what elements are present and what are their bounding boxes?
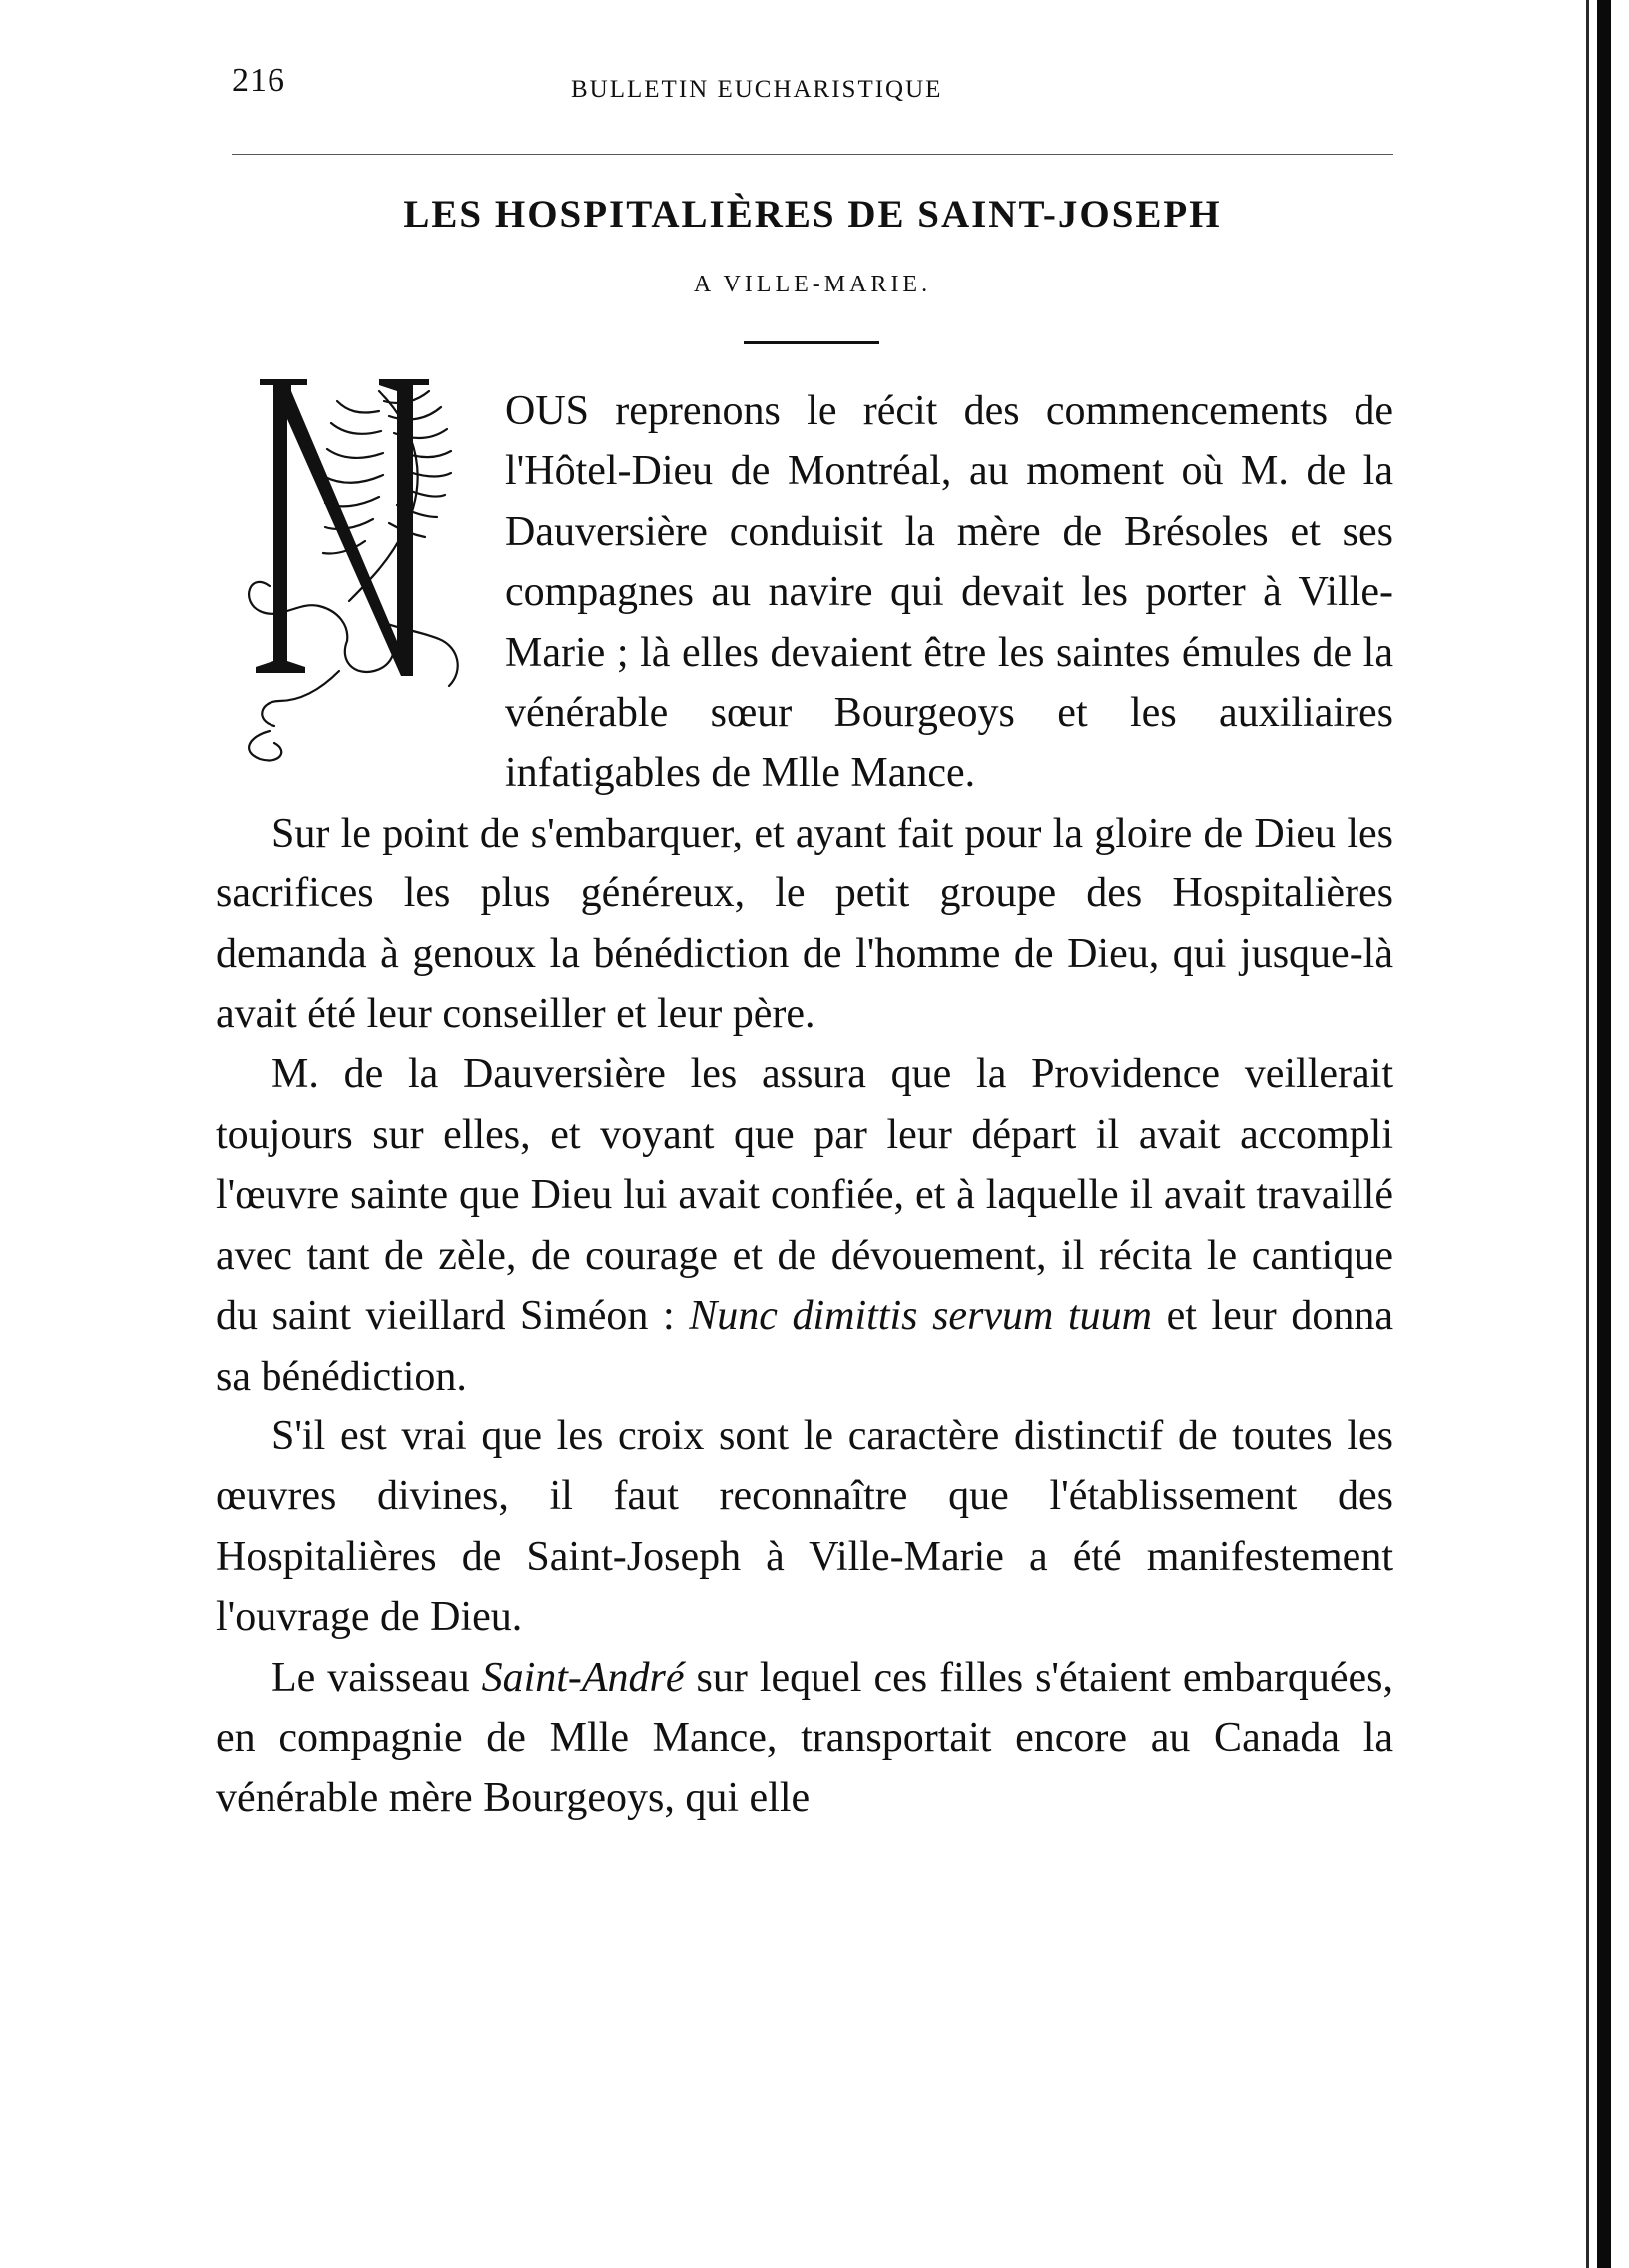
- running-head: [232, 62, 1393, 112]
- paragraph-3: [216, 1044, 1393, 1406]
- paragraph-1-text: reprenons le récit des commencements de l'Hôtel-Dieu de Montréal, au moment où M. de la Dauversière conduisit la mère de Brésoles et ses compagnes au navire qui devait les porter à Ville-Marie ; là elles devaient être les saintes émules de la vénérable sœur Bourgeoys et les auxiliaires infatigables de Mlle Mance.: [505, 388, 1393, 797]
- latin-quotation: Nunc dimittis servum tuum: [689, 1293, 1152, 1340]
- paragraph-5-text-after: sur lequel ces filles s'étaient embarquées, en compagnie de Mlle Mance, transportait encore au Canada la vénérable mère Bourgeoys, qui elle: [216, 1654, 1393, 1822]
- page-edge-shadow: [1597, 0, 1611, 2268]
- paragraph-5: [216, 1648, 1393, 1829]
- article-body: [216, 381, 1393, 1829]
- header-divider: [232, 154, 1393, 155]
- article-subtitle: A VILLE-MARIE.: [693, 272, 932, 297]
- paragraph-2: Sur le point de s'embarquer, et ayant fait pour la gloire de Dieu les sacrifices les plus généreux, le petit groupe des Hospitalières demanda à genoux la bénédiction de l'homme de Dieu, qui jusque-là avait été leur conseiller et leur père.: [216, 810, 1393, 1038]
- page-edge-line: [1586, 0, 1589, 2268]
- paragraph-4: S'il est vrai que les croix sont le caractère distinctif de toutes les œuvres divines, il faut reconnaître que l'établissement des Hospitalières de Saint-Joseph à Ville-Marie a été manifestement l'ouvrage de Dieu.: [216, 1413, 1393, 1641]
- article-title: LES HOSPITALIÈRES DE SAINT-JOSEPH: [403, 193, 1222, 236]
- paragraph-5-text-before: Le vaisseau: [272, 1654, 482, 1701]
- ship-name: Saint-André: [481, 1654, 685, 1701]
- title-divider: [744, 341, 879, 344]
- drop-cap-spacer: [216, 381, 505, 803]
- page-number: 216: [232, 62, 285, 99]
- drop-cap-continuation: OUS: [505, 388, 590, 434]
- paragraph-1: [216, 381, 1393, 804]
- journal-title: BULLETIN EUCHARISTIQUE: [571, 76, 943, 103]
- paragraph-3-text-after: et leur donna sa bénédiction.: [216, 1293, 1394, 1400]
- paragraph-3-text-before: M. de la Dauversière les assura que la Providence veillerait toujours sur elles, et voyant que par leur départ il avait accompli l'œuvre sainte que Dieu lui avait confiée, et à laquelle il avait travaillé avec tant de zèle, de courage et de dévouement, il récita le cantique du saint vieillard Siméon :: [216, 1051, 1393, 1340]
